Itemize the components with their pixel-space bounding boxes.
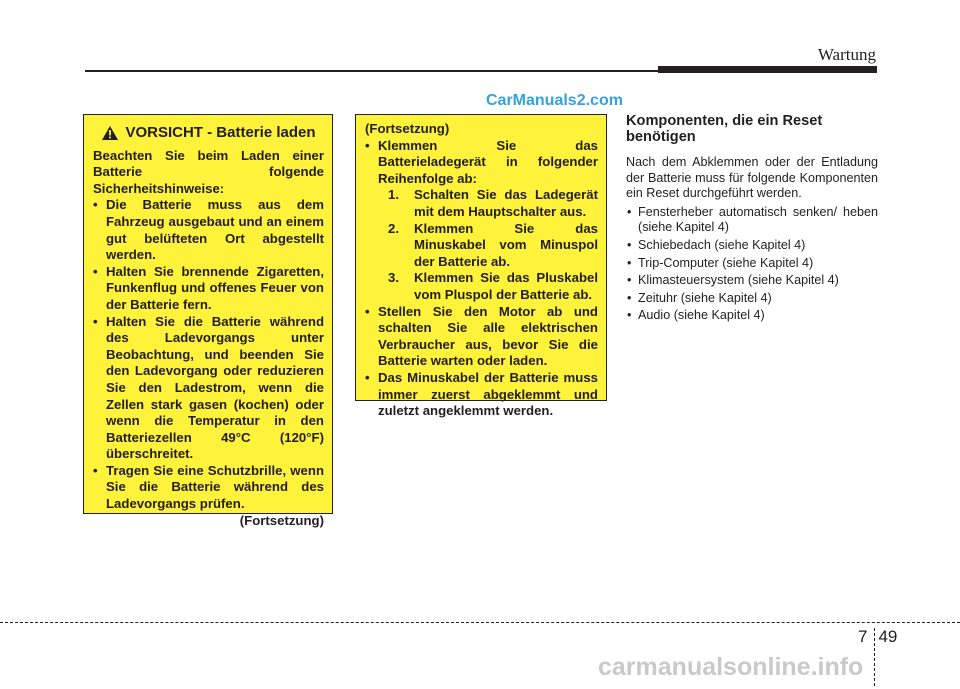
continuation-item: • Stellen Sie den Motor ab und schalten Sie alle elektrischen Verbraucher aus, bevor Sie die Batterie warten oder laden. — [365, 304, 598, 370]
header-rule — [85, 70, 745, 72]
step-item — [388, 270, 598, 303]
caution-list — [93, 197, 324, 512]
reset-section — [626, 113, 878, 326]
continuation-item-text: Klemmen Sie das Batterieladegerät in folgender Reihenfolge ab: — [378, 137, 598, 186]
continued-label: (Fortsetzung) — [239, 512, 324, 528]
step-text: Klemmen Sie das Minuskabel vom Minuspol der Batterie ab. — [414, 220, 598, 269]
watermark-bottom: carmanualsonline.info — [598, 653, 864, 681]
caution-title: VORSICHT - Batterie laden — [125, 124, 316, 141]
continuation-item — [365, 138, 598, 304]
reset-component-item: • Audio (siehe Kapitel 4) — [626, 308, 878, 324]
step-item — [388, 187, 598, 220]
header-rule-bold — [658, 66, 877, 73]
chapter-number: 7 — [858, 627, 868, 646]
reset-component-item: • Fensterheber automatisch senken/ heben (siehe Kapitel 4) — [626, 205, 878, 236]
caution-item: • Die Batterie muss aus dem Fahrzeug ausgebaut und an einem gut belüfteten Ort abgestellt werden. — [93, 197, 324, 263]
step-text: Klemmen Sie das Pluskabel vom Pluspol der Batterie ab. — [414, 270, 598, 302]
step-number: 3. — [388, 270, 399, 286]
continuation-box — [355, 114, 607, 419]
step-item — [388, 221, 598, 271]
step-number: 2. — [388, 220, 399, 236]
continuation-list — [365, 138, 598, 420]
page-number — [858, 625, 897, 647]
reset-component-item: • Zeituhr (siehe Kapitel 4) — [626, 291, 878, 307]
disconnect-steps — [378, 187, 598, 303]
caution-title-row — [93, 125, 324, 142]
caution-item: • Halten Sie die Batterie während des Ladevorgangs unter Beobachtung, und beenden Sie den Ladevorgang oder reduzieren Sie den Ladestrom, wenn die Zellen stark gasen (kochen) oder wenn die Temperatur in den Batteriezellen 49°C (120°F) überschreitet. — [93, 314, 324, 463]
continuation-item: • Das Minuskabel der Batterie muss immer zuerst abgeklemmt und zuletzt angeklemmt werden. — [365, 370, 598, 420]
reset-component-item: • Trip-Computer (siehe Kapitel 4) — [626, 256, 878, 272]
reset-component-item: • Klimasteuersystem (siehe Kapitel 4) — [626, 273, 878, 289]
step-number: 1. — [388, 187, 399, 203]
reset-component-list — [626, 205, 878, 324]
caution-item: • Halten Sie brennende Zigaretten, Funkenflug und offenes Feuer von der Batterie fern. — [93, 264, 324, 314]
reset-section-title: Komponenten, die ein Reset benötigen — [626, 113, 823, 145]
caution-item: • Tragen Sie eine Schutzbrille, wenn Sie die Batterie während des Ladevorgangs prüfen. — [93, 463, 324, 513]
page-number-value: 49 — [878, 627, 898, 646]
footer-rule — [0, 622, 960, 623]
watermark-top: CarManuals2.com — [486, 92, 623, 109]
caution-intro: Beachten Sie beim Laden einer Batterie folgende Sicherheitshinweise: — [93, 147, 324, 196]
step-text: Schalten Sie das Ladegerät mit dem Hauptschalter aus. — [414, 187, 598, 219]
page-header-title: Wartung — [817, 45, 876, 64]
continuation-heading: (Fortsetzung) — [365, 121, 450, 136]
warning-triangle-icon — [101, 125, 119, 141]
caution-box — [83, 114, 333, 528]
reset-component-item: • Schiebedach (siehe Kapitel 4) — [626, 238, 878, 254]
reset-section-intro: Nach dem Abklemmen oder der Entladung der Batterie muss für folgende Komponenten ein Reset durchgeführt werden. — [626, 155, 878, 201]
